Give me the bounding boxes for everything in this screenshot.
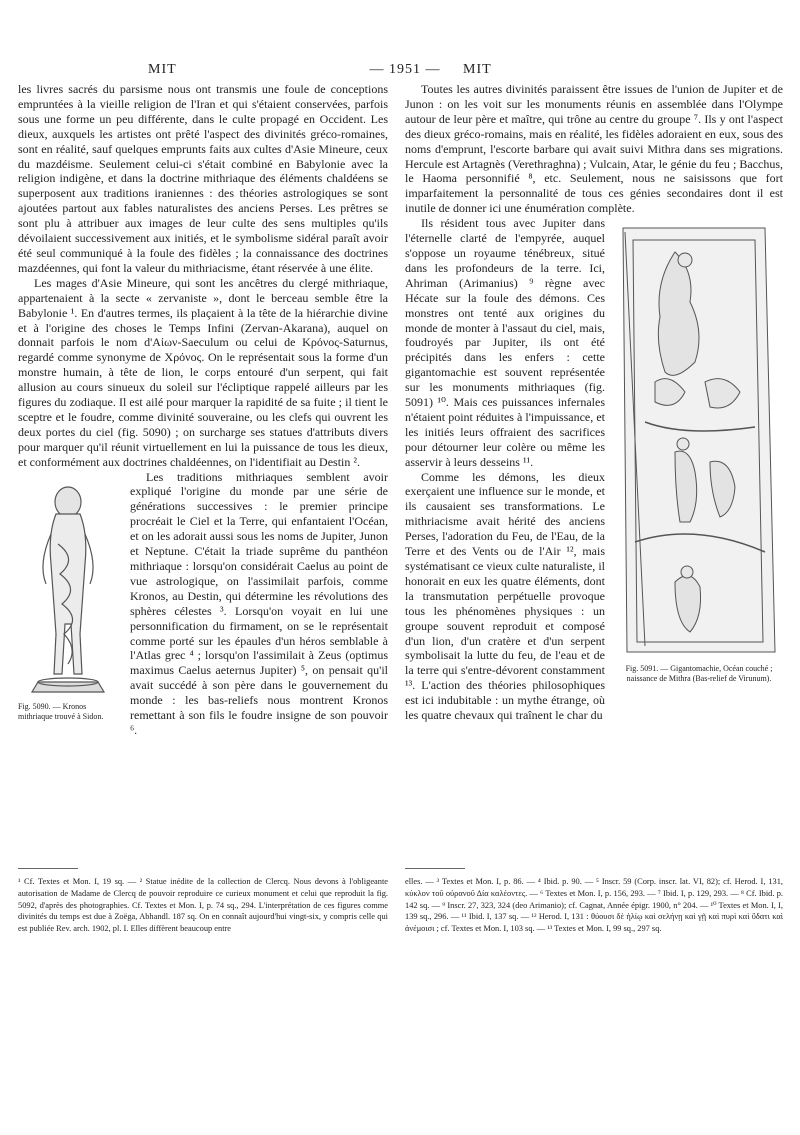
kronos-statue-illustration: [18, 474, 118, 700]
running-head-left: MIT: [148, 62, 177, 77]
left-paragraph-1: les livres sacrés du parsisme nous ont transmis une foule de conceptions empruntées à la vieille religion de l'Iran et qui s'étaient conservées, parfois sous une forme un peu différente, dans le culte propagé en Occident. Les dieux, auxquels les artistes ont prêté l'aspect des divinités gréco-romaines, sont en réalité, sauf quelques emprunts faits aux cultes d'Asie Mineure, ceux du mazdéisme. Seulement celui-ci s'était combiné en Babylonie avec la religion indigène, et dans la doctrine mithriaque des éléments chaldéens se superposent aux traditions iraniennes : des théories astrologiques se sont ajoutées partout aux fables naturalistes des anciens Perses. Les prêtres se sont plu à attribuer aux images de leur culte des sens multiples qu'ils dévoilaient successivement aux initiés, et le symbolisme sidéral paraît avoir été seul communiqué à la foule des fidèles ; la connaissance des doctrines mazdéennes, qui font la valeur du mithriacisme, étant réservée à une élite.: [18, 82, 388, 275]
left-paragraph-3: Les traditions mithriaques semblent avoir expliqué l'origine du monde par une série de générations successives : le premier principe procréait le Ciel et la Terre, qui enfantaient l'Océan, et on les adorait aussi sous les noms de Jupiter, Junon et Neptune. C'était la triade suprême du panthéon mithriaque : lorsqu'on considérait Caelus au point de vue astrologique, on l'assimilait parfois, comme Kronos, au Destin, qui détermine les révolutions des sphères célestes ³. Lorsqu'on voyait en lui une personnification du firmament, on se le représentait comme porté sur les épaules d'un héros semblable à l'Atlas grec ⁴ ; lorsqu'on l'assimilait à Zeus (optimus maximus Caelus aeternus Jupiter) ⁵, on pensait qu'il avait succédé à son père dans le gouvernement du monde : les bas-reliefs nous montrent Kronos remettant à son fils le foudre insigne de son pouvoir ⁶.: [130, 469, 388, 737]
footnotes-left: ¹ Cf. Textes et Mon. I, 19 sq. — ² Statue inédite de la collection de Clercq. Nous devons à l'obligeante autorisation de Madame de Clercq de pouvoir reproduire ce curieux monument et celui que reproduit la fig. 5092, d'après des photographies. Cf. Textes et Mon. I, p. 74 sq., 294. L'interprétation de ces figures comme divinités du temps est due à Zoëga, Abhandl. 187 sq. On en connaît aujourd'hui vingt-six, y compris celle qui est publiée Rev. arch. 1902, pl. I. Elles diffèrent beaucoup entre: [18, 877, 388, 934]
running-head-right: MIT: [463, 62, 492, 77]
right-paragraph-1: Toutes les autres divinités paraissent être issues de l'union de Jupiter et de Junon : on les voit sur les monuments réunis en assemblée dans l'Olympe autour de leur père et maître, qui trône au centre du groupe ⁷. Ils y ont l'aspect des dieux gréco-romains, mais en réalité, les fidèles adoraient en eux, sous des noms d'emprunt, l'escorte barbare qui avait suivi Mithra dans ses migrations. Hercule est Artagnès (Verethraghna) ; Vulcain, Atar, le génie du feu ; Bacchus, le Haoma personnifié ⁸, etc. Seulement, nous ne saisissons que fort imparfaitement la personnalité de tous ces génies secondaires dont il est inutile de donner ici une énumération complète.: [405, 82, 783, 216]
left-paragraph-2: Les mages d'Asie Mineure, qui sont les ancêtres du clergé mithriaque, appartenaient à la secte « zervaniste », dont le berceau semble être la Babylonie ¹. En d'autres termes, ils plaçaient à la tête de la hiérarchie divine et à l'origine des choses le Temps Infini (Zervan-Akarana), auquel on donnait parfois le nom d'Αἰων-Saeculum ou celui de Κρόνος-Saturnus, regardé comme synonyme de Χρόνος. On le représentait sous la forme d'un monstre humain, à tête de lion, le corps entouré d'un serpent, qui fait allusion au cours sinueux du soleil sur l'écliptique rappelé ailleurs par les figures du zodiaque. Il est ailé pour marquer la rapidité de sa fuite ; il tient le sceptre et le foudre, comme divinité souveraine, ou les clefs qui ouvrent les deux portes du ciel (fig. 5090) ; on surcharge ses statues d'attributs divers pour marquer qu'il réunit virtuellement en lui la puissance de tous les dieux, et conformément aux doctrines chaldéennes, on l'identifiait au Destin ².: [18, 275, 388, 469]
right-paragraph-3: Comme les démons, les dieux exerçaient une influence sur le monde, et ils causaient ses transformations. Le mithriacisme avait hérité des anciens Perses, l'adoration du Feu, de l'Eau, de la Terre et des Vents ou de l'Air ¹², mais systématisant ce vieux culte naturaliste, il honorait en eux les quatre éléments, dont la transmutation perpétuelle provoque tous les phénomènes physiques : un groupe souvent reproduit et composé d'un lion, d'un cratère et d'un serpent symbolisait la lutte du feu, de l'eau et de la terre qui s'entre-dévorent constamment ¹³. L'action des théories philosophiques est ici indubitable : un mythe étrange, où les quatre chevaux qui traînent le char du: [405, 469, 605, 723]
figure-5091-caption: Fig. 5091. — Gigantomachie, Océan couché ; naissance de Mithra (Bas-relief de Virunum).: [625, 664, 773, 684]
footnotes-right: elles. — ³ Textes et Mon. I, p. 86. — ⁴ Ibid. p. 90. — ⁵ Inscr. 59 (Corp. inscr. lat. VI, 82); cf. Herod. I, 131, κύκλον τοῦ οὐρανοῦ Δία καλέοντες. — ⁶ Textes et Mon. I, p. 156, 293. — ⁷ Ibid. I, p. 129, 293. — ⁸ Cf. Ibid. p. 142 sq. — ⁹ Inscr. 27, 323, 324 (deo Arimanio); cf. Cagnat, Année épigr. 1900, n° 204. — ¹⁰ Textes et Mon. I, I, 139 sq., 296. — ¹¹ Ibid. I, 137 sq. — ¹² Herod. I, 131 : θύουσι δὲ ἡλίῳ καὶ σελήνῃ καὶ γῇ καὶ πυρὶ καὶ ὕδατι καὶ ἀνέμοισι ; cf. Textes et Mon. I, 103 sq. — ¹³ Textes et Mon. I, 99 sq., 297 sq.: [405, 877, 783, 934]
left-column: [18, 82, 388, 738]
figure-5090: [18, 474, 118, 732]
left-paragraph-2-intro: [18, 276, 388, 470]
footnote-rule-right: [405, 868, 465, 869]
figure-5090-caption: Fig. 5090. — Kronos mithriaque trouvé à Sidon.: [18, 701, 104, 721]
figure-5091: [615, 222, 783, 690]
footnote-rule-left: [18, 868, 78, 869]
right-column: [405, 82, 783, 723]
right-paragraph-2: Ils résident tous avec Jupiter dans l'éternelle clarté de l'empyrée, auquel s'oppose un royaume ténébreux, situé dans les profondeurs de la terre. Ici, Ahriman (Arimanius) ⁹ règne avec Hécate sur la foule des démons. Ces monstres ont tenté aux origines du monde de monter à l'assaut du ciel, mais, foudroyés par Jupiter, ils ont été précipités dans les enfers : cette gigantomachie est souvent représentée sur les monuments mithriaques (fig. 5091) ¹⁰. Mais ces puissances infernales n'étaient point réduites à l'impuissance, et les initiés leurs offraient des sacrifices pour détourner leur colère ou même les asservir à leurs desseins ¹¹.: [405, 216, 605, 469]
gigantomachy-relief-illustration: [615, 222, 783, 662]
page-number: — 1951 —: [369, 62, 441, 77]
